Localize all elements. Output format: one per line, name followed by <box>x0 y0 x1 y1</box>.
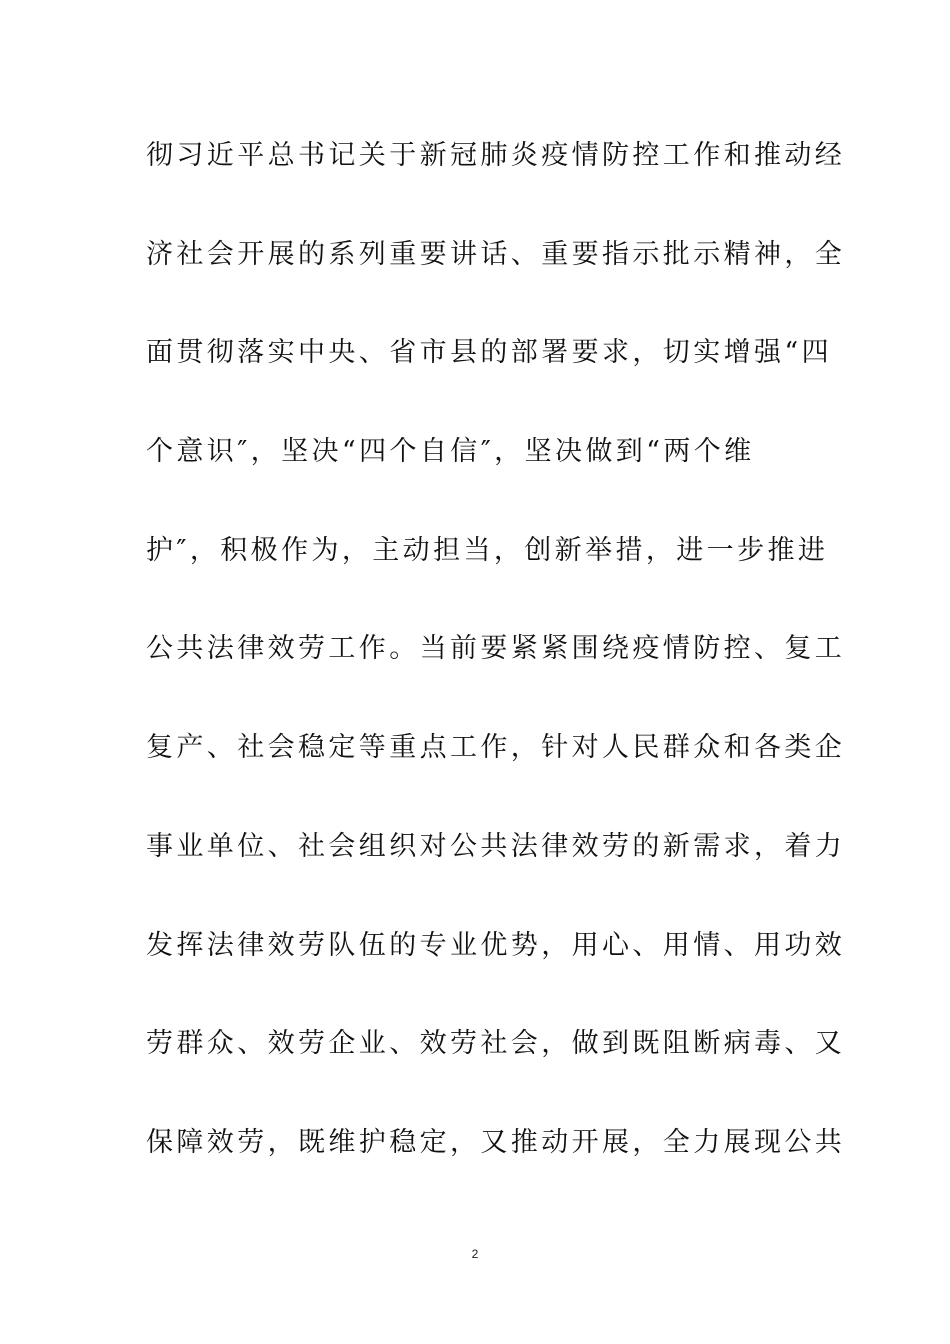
text-line: 护″，积极作为，主动担当，创新举措，进一步推进 <box>146 534 829 566</box>
text-line: 保障效劳，既维护稳定，又推动开展，全力展现公共 <box>146 1126 846 1158</box>
text-line: 济社会开展的系列重要讲话、重要指示批示精神，全 <box>146 238 846 270</box>
text-line: 劳群众、效劳企业、效劳社会，做到既阻断病毒、又 <box>146 1028 846 1060</box>
text-line: 事业单位、社会组织对公共法律效劳的新需求，着力 <box>146 830 846 862</box>
text-line: 个意识″，坚决“四个自信″，坚决做到“两个维 <box>146 436 755 468</box>
text-line: 复产、社会稳定等重点工作，针对人民群众和各类企 <box>146 732 846 764</box>
text-line: 面贯彻落实中央、省市县的部署要求，切实增强“四 <box>146 337 833 369</box>
document-body <box>146 127 846 1213</box>
text-line: 公共法律效劳工作。当前要紧紧围绕疫情防控、复工 <box>146 633 846 665</box>
page-number: 2 <box>471 1247 479 1261</box>
text-line: 彻习近平总书记关于新冠肺炎疫情防控工作和推动经 <box>146 140 846 171</box>
text-line: 发挥法律效劳队伍的专业优势，用心、用情、用功效 <box>146 929 846 961</box>
